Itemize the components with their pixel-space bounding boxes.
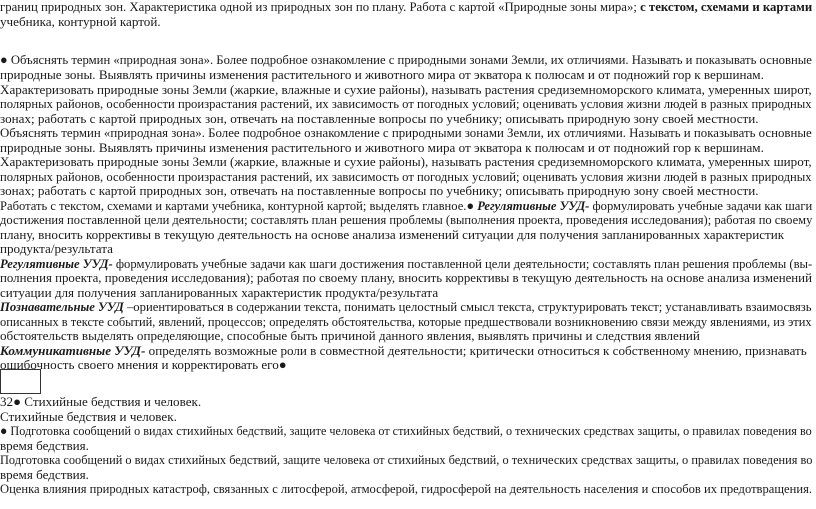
empty-table-cell: [0, 369, 41, 394]
section-label: Познавательные УУД: [0, 299, 124, 314]
text-span: –ориентироваться в содержании текста, понимать целостный смысл текста, структурировать текст; устанавливать взаимосвязь: [126, 299, 812, 314]
text-span: ошибочность своего мнения и корректировать его: [0, 357, 279, 372]
text-line: учебника, контурной картой.: [0, 14, 161, 29]
text-span: Подготовка сообщений о видах стихийных бедствий, защите человека от стихийных бедствий, о технических средствах защиты, о правилах поведения во: [10, 423, 812, 438]
bullet-icon: ●: [0, 52, 8, 67]
text-span-bold: с текстом, схемами и картами: [640, 0, 813, 14]
text-span: Работать с текстом, схемами и картами учебника, контурной картой; выделять главное.: [0, 198, 467, 213]
text-line: [0, 358, 287, 373]
text-line: [0, 395, 201, 410]
text-line: описанных в тексте событий, явлений, процессов; определять обстоятельства, которые предшествовали возникновению связи между явлениями, из этих: [0, 314, 812, 329]
text-line: [0, 424, 812, 439]
text-line: обстоятельств выделять определяющие, способные быть причиной данного явления, выявлять причины и следствия явлений: [0, 328, 700, 343]
text-line: природные зоны. Выявлять причины изменения растительного и животного мира от экватора к полюсам и от подножий гор к вершинам.: [0, 67, 764, 82]
text-line: [0, 53, 812, 68]
text-line: Стихийные бедствия и человек.: [0, 409, 177, 424]
text-line: ситуации для получения запланированных характеристик продукта/результата: [0, 285, 439, 300]
text-span: Объяснять термин «природная зона». Более подробное ознакомление с природными зонами Земли, их отличиями. Называть и показывать основные: [10, 52, 812, 67]
text-span: границ природных зон. Характеристика одной из природных зон по плану. Работа с картой «Природные зоны мира»;: [0, 0, 637, 14]
text-line: время бедствия.: [0, 438, 89, 453]
text-line: плану, вносить коррективы в текущую деятельность на основе анализа изменений ситуации для получения запланированных характеристик: [0, 227, 785, 242]
text-span: определять возможные роли в совместной деятельности; критически относиться к собственному мнению, признавать: [148, 343, 807, 358]
text-line: продукта/результата: [0, 241, 113, 256]
text-line: Характеризовать природные зоны Земли (жаркие, влажные и сухие районы), называть растения средиземноморского климата, умеренных широт,: [0, 154, 812, 169]
text-line: природные зоны. Выявлять причины изменения растительного и животного мира от экватора к полюсам и от подножий гор к вершинам.: [0, 140, 764, 155]
text-line: [0, 300, 812, 315]
text-line: достижения поставленной цели деятельности; составлять план решения проблемы (выполнения проекта, проведения исследования); работая по своему: [0, 212, 813, 227]
bullet-icon: ●: [278, 357, 287, 372]
text-line: Оценка влияния природных катастроф, связанных с литосферой, атмосферой, гидросферой на деятельность населения и способов их предотвращения.: [0, 481, 812, 496]
section-label: Коммуникативные УУД-: [0, 343, 146, 358]
bullet-icon: ●: [466, 198, 475, 213]
text-line: зонах; работать с картой природных зон, отвечать на поставленные вопросы по учебнику; описывать природную зону своей местности.: [0, 183, 759, 198]
row-number: 32: [0, 394, 14, 409]
text-line: полярных районов, особенности произрастания растений, их зависимость от погодных условий; оценивать условия жизни людей в разных природных: [0, 169, 812, 184]
text-line: полнения проекта, проведения исследования); работая по своему плану, вносить коррективы в текущую деятельность на основе анализа изменений: [0, 270, 812, 285]
text-span: формулировать учебные задачи как шаги достижения поставленной цели деятельности; составлять план решения проблемы (вы-: [115, 256, 813, 271]
text-line: [0, 0, 812, 15]
text-span: формулировать учебные задачи как шаги: [592, 198, 813, 213]
text-line: Подготовка сообщений о видах стихийных бедствий, защите человека от стихийных бедствий, о технических средствах защиты, о правилах поведения во: [0, 452, 813, 467]
section-label: Регулятивные УУД-: [0, 256, 113, 271]
text-line: Объяснять термин «природная зона». Более подробное ознакомление с природными зонами Земли, их отличиями. Называть и показывать основные: [0, 125, 812, 140]
section-label: Регулятивные УУД-: [477, 198, 590, 213]
bullet-icon: ●: [13, 394, 22, 409]
text-span: Стихийные бедствия и человек.: [24, 394, 202, 409]
bullet-icon: ●: [0, 423, 8, 438]
text-line: время бедствия.: [0, 467, 89, 482]
text-line: зонах; работать с картой природных зон, отвечать на поставленные вопросы по учебнику; описывать природную зону своей местности.: [0, 111, 759, 126]
text-line: полярных районов, особенности произрастания растений, их зависимость от погодных условий; оценивать условия жизни людей в разных природных: [0, 96, 812, 111]
text-line: Характеризовать природные зоны Земли (жаркие, влажные и сухие районы), называть растения средиземноморского климата, умеренных широт,: [0, 82, 812, 97]
